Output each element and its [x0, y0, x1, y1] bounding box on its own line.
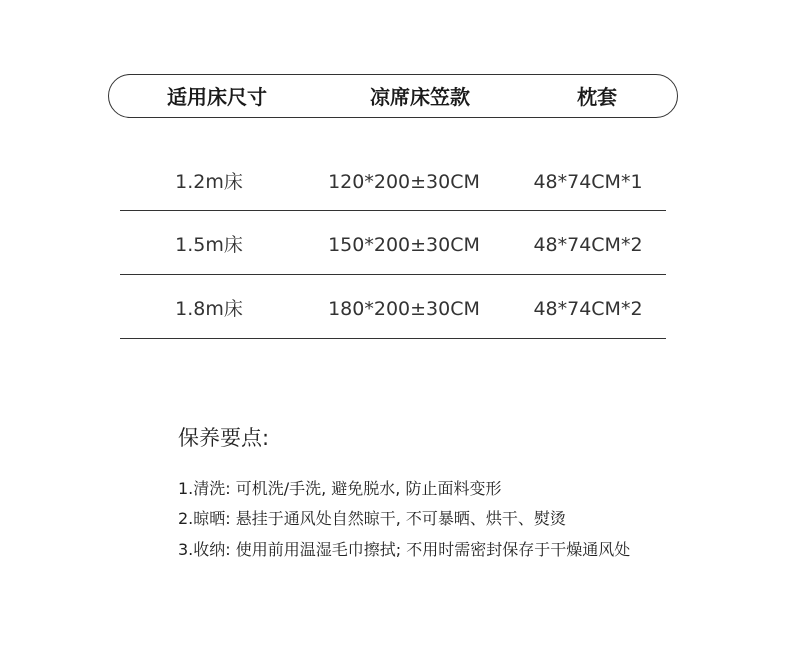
table-row [120, 278, 666, 341]
cell-bed-size: 1.5m床 [175, 234, 243, 256]
cell-fitted-sheet-size: 120*200±30CM [328, 171, 480, 193]
table-header [108, 74, 678, 118]
care-item-storage: 3.收纳: 使用前用温湿毛巾擦拭; 不用时需密封保存于干燥通风处 [178, 540, 631, 559]
row-divider [120, 210, 666, 211]
cell-fitted-sheet-size: 180*200±30CM [328, 298, 480, 320]
header-fitted-sheet: 凉席床笠款 [370, 85, 470, 109]
cell-pillowcase-size: 48*74CM*2 [533, 234, 643, 256]
care-title: 保养要点: [178, 426, 270, 450]
table-row [120, 151, 666, 214]
cell-pillowcase-size: 48*74CM*2 [533, 298, 643, 320]
cell-fitted-sheet-size: 150*200±30CM [328, 234, 480, 256]
care-item-drying: 2.晾晒: 悬挂于通风处自然晾干, 不可暴晒、烘干、熨烫 [178, 509, 566, 528]
table-row [120, 214, 666, 277]
cell-pillowcase-size: 48*74CM*1 [533, 171, 643, 193]
care-item-washing: 1.清洗: 可机洗/手洗, 避免脱水, 防止面料变形 [178, 479, 502, 498]
cell-bed-size: 1.2m床 [175, 171, 243, 193]
header-bed-size: 适用床尺寸 [167, 85, 267, 109]
row-divider [120, 338, 666, 339]
cell-bed-size: 1.8m床 [175, 298, 243, 320]
row-divider [120, 274, 666, 275]
header-pillowcase: 枕套 [577, 85, 617, 109]
